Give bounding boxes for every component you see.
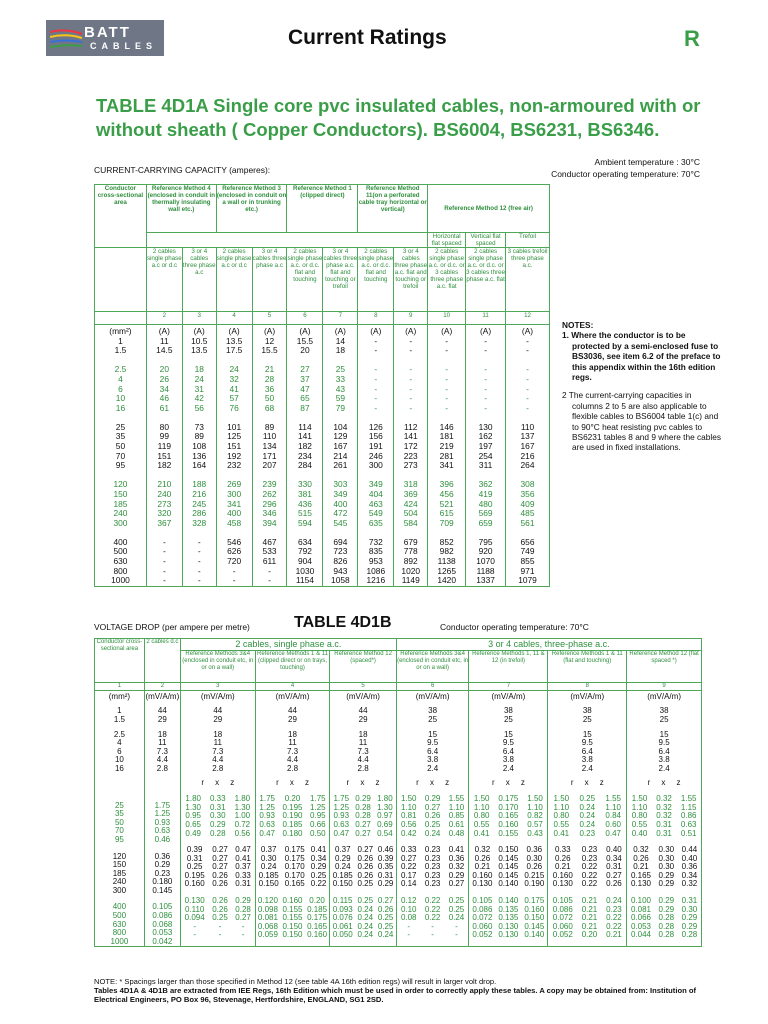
logo-word: BATT [84,24,131,41]
cell-group: 146 181 219 281 341 [439,421,454,471]
rxz-group [627,846,701,889]
table-column [469,690,548,947]
table-column [506,325,550,587]
table-column [144,690,180,947]
header-conductor: Conductor cross-sectional area [95,185,147,248]
cell-group: 2.5 4 6 10 16 [114,364,127,413]
cell-group: 0.21 0.21 0.21 0.21 0.20 [581,896,598,940]
sub-col-4: 2 cables single phase a.c or d.c [216,248,252,312]
cell-group: 2.5 4 6 10 16 [113,729,125,773]
b-col-number: 9 [627,683,702,691]
notes-title: NOTES: [562,320,594,330]
rxz-group [548,795,626,838]
cell-group: 0.41 0.36 0.32 0.29 0.27 [448,845,465,889]
b-col-number: 8 [548,683,627,691]
table-column [396,690,469,947]
cell-group: 0.120 0.098 0.081 0.068 0.059 [257,896,278,940]
header-method-11: Reference Method 11(on a perforated cable tray horizontal or vertical) [358,185,428,233]
cell-group: 1.55 1.10 0.85 0.61 0.48 [448,794,465,838]
cell-group: - - - - - [162,536,166,586]
b-header-dc: 2 cables d.c [144,639,180,683]
rxz-group [181,846,255,889]
col-number: 6 [287,312,323,325]
cell-group: 0.39 0.31 0.25 0.195 0.160 [184,845,205,889]
cell-group: 20 26 34 46 61 [159,364,169,413]
cell-group: 120 150 185 240 300 [113,479,128,528]
cell-group: 18 11 7.3 4.4 2.8 [212,729,224,773]
unit-label: (mV/A/m) [275,691,310,701]
cell-group: 0.100 0.081 0.066 0.053 0.044 [630,896,651,940]
rxz-group [397,846,469,889]
header-vertical-flat: Vertical flat spaced [466,233,506,248]
cell-group: 330 381 436 515 594 [297,479,312,528]
rxz-group [330,897,395,940]
b-header-m111-single: Reference Methods 1 & 11 (clipped direct or on trays, touching) [255,651,330,683]
unit-label: (mV/A/m) [647,691,681,701]
cell-group: (A) 14 18 [334,326,346,356]
cell-group: 101 125 151 192 232 [227,421,242,471]
cell-group: 25 33 43 59 79 [335,364,346,413]
company-logo [46,20,164,56]
cell-group: 0.25 0.24 0.24 0.24 0.24 [357,896,374,940]
cell-group: 400 500 630 800 1000 [111,536,130,586]
table-column [358,325,394,587]
cell-group: (A) - - [405,326,417,356]
cell-group: 0.33 0.26 0.21 0.160 0.130 [552,845,573,889]
rxz-header: r x z [416,777,450,787]
b-header-single-phase: 2 cables, single phase a.c. [180,639,396,651]
sub-col-9: 3 or 4 cables three phase a.c. flat and touching or trefoil [394,248,428,312]
cell-group: 308 356 409 485 561 [520,479,535,528]
cell-group: (A) - - [441,326,453,356]
cell-group: 362 419 480 569 659 [478,479,493,528]
col-number: 7 [323,312,358,325]
notes [562,320,722,453]
col-number: 3 [182,312,216,325]
cell-group: 0.105 0.086 0.072 0.060 0.052 [472,896,493,940]
cell-group: 0.29 0.28 0.28 0.27 0.27 [355,794,371,838]
cell-group: 318 369 424 504 584 [403,479,418,528]
rxz-header: r x z [276,777,309,787]
cell-group: 188 216 245 286 328 [192,479,207,528]
table-column [627,690,702,947]
sub-col-2: 2 cables single phase a.c or d.c [146,248,182,312]
table-column [146,325,182,587]
cell-group: 0.25 0.25 0.24 - - [448,896,465,940]
cell-group: 0.32 0.26 0.21 0.165 0.130 [630,845,651,889]
b-header-trefoil: Reference Methods 1, 11 & 12 (in trefoil) [469,651,548,683]
rxz-group [330,846,395,889]
rxz-header: r x z [346,777,380,787]
cell-group: 546 626 720 - - [227,536,242,586]
note-2: 2 The current-carrying capacities in columns 2 to 5 are also applicable to flexible cables to BS6004 table 1(c) and to 90°C heat resisting pvc cables to BS6231 tables 8 and 9 where the cables are used in fixed installations. [562,390,721,453]
sub-col-12: 3 cables trefoil three phase a.c. [506,248,550,312]
table-column [216,325,252,587]
section-letter: R [684,26,700,51]
cell-group: 0.140 0.135 0.135 0.130 0.130 [498,896,519,940]
cell-group: 0.33 0.31 0.30 0.29 0.28 [209,794,226,838]
cell-group: 1.80 1.30 0.97 0.69 0.54 [377,794,393,838]
cell-group: 1.50 1.10 0.80 0.55 0.40 [631,794,648,838]
table-column [255,690,330,947]
cell-group: 1.55 1.10 0.84 0.60 0.47 [605,794,621,838]
table-column [428,325,466,587]
table-column [323,325,358,587]
sub-col-3: 3 or 4 cables three phase a.c [182,248,216,312]
capacity-label: CURRENT-CARRYING CAPACITY (amperes): [94,165,271,175]
rxz-header: r x z [570,777,604,787]
cell-group: (A) - - [480,326,492,356]
cell-group: 0.27 0.26 0.26 0.26 0.25 [357,845,374,889]
cell-group: 0.32 0.32 0.32 0.31 0.31 [656,794,672,838]
logo-sub: CABLES [90,41,158,51]
cell-group: 634 792 904 1030 1154 [295,536,315,586]
col-number: 9 [394,312,428,325]
cell-group: 1.80 1.30 1.00 0.72 0.56 [234,794,251,838]
cell-group: 239 262 296 346 394 [262,479,277,528]
cell-group: (A) - - [370,326,382,356]
table-column [548,690,627,947]
cell-group: 15 9.5 6.4 3.8 2.4 [658,729,670,773]
unit-label: (mV/A/m) [415,691,450,701]
cell-group: 0.27 0.27 0.27 0.26 0.26 [212,845,228,889]
cell-group: 1.75 1.25 0.93 0.63 0.46 [154,800,171,844]
cell-group: 0.32 0.26 0.21 0.160 0.130 [472,845,493,889]
cell-group: 18 24 31 42 56 [194,364,204,413]
cell-group: 0.175 0.170 0.165 0.160 0.155 [498,794,519,838]
cell-group: 1.50 1.10 0.82 0.57 0.43 [527,794,543,838]
cell-group: 44 29 [288,706,297,724]
cell-group: 0.44 0.40 0.36 0.34 0.32 [681,845,698,889]
cell-group: 25 35 50 70 95 [114,800,124,844]
header-horizontal-flat: Horizontal flat spaced [428,233,466,248]
cell-group: 0.105 0.086 0.068 0.053 0.042 [152,902,173,946]
col-number: 5 [252,312,287,325]
table-4d1b-title: TABLE 4D1B [294,614,392,631]
b-header-m12-single: Reference Method 12 (spaced*) [330,651,396,683]
cell-group: 0.130 0.110 0.094 - - [184,896,205,940]
header-method-3: Reference Method 3 (enclosed in conduit on a wall or in trunking etc.) [216,185,287,233]
b-col-number: 2 [144,683,180,691]
cell-group: 0.25 0.24 0.24 0.24 0.23 [579,794,596,838]
unit-label: (mV/A/m) [346,691,380,701]
table-4d1b [94,638,702,947]
page-title: Current Ratings [288,26,447,49]
sub-col-11: 2 cables single phase a.c. or d.c. or 3 cables three phase a.c. flat [466,248,506,312]
cell-group: 0.23 0.23 0.23 0.23 0.23 [424,845,441,889]
cell-group: 73 89 108 136 164 [192,421,207,471]
cell-group: 112 141 172 223 273 [403,421,418,471]
b-col-number: 6 [396,683,469,691]
table-4d1b-temp: Conductor operating temperature: 70°C [440,622,589,632]
cell-group: 0.12 0.10 0.08 - - [400,896,417,940]
table-column [394,325,428,587]
rxz-group [627,795,701,838]
cell-group: 114 141 182 234 284 [297,421,312,471]
cell-group: 694 723 826 943 1058 [331,536,350,586]
b-header-m34-single: Reference Methods 3&4 (enclosed in conduit etc, in or on a wall) [180,651,255,683]
cell-group: - - - - - [484,364,487,413]
table-column [180,690,255,947]
cell-group: 0.105 0.086 0.072 0.060 0.052 [552,896,573,940]
col-number: 12 [506,312,550,325]
cell-group: 1.75 1.25 0.93 0.63 0.47 [333,794,350,838]
rxz-group [256,897,330,940]
ambient-temp: Ambient temperature : 30°C [594,157,700,167]
cell-group: - - - - - [374,364,378,413]
cell-group: 80 99 119 151 182 [157,421,172,471]
cell-group: (A) - - [521,326,534,356]
rxz-header: r x z [491,777,525,787]
cell-group: 38 25 [659,706,669,724]
cell-group: 1.75 1.25 0.95 0.66 0.50 [310,794,326,838]
table-column [95,690,145,947]
cell-group: (A) 15.5 20 [296,326,314,356]
sub-col-7: 3 or 4 cables three phase a.c. flat and touching or trefoil [323,248,358,312]
cell-group: 18 11 7.3 4.4 2.8 [286,729,299,773]
cell-group: - - - - - [409,364,413,413]
cell-group: 1.80 1.30 0.95 0.65 0.49 [185,794,201,838]
cell-group: 89 110 134 171 207 [262,421,277,471]
rxz-group [548,897,626,940]
cell-group: 110 137 167 216 264 [520,421,535,471]
footnote-source: Tables 4D1A & 4D1B are extracted from IEE Regs, 16th Edition which must be used in order to correctly apply these tables. A copy may be obtained from: Institution of Electrical Engineers, PO Box 96, Stevenage, Hertfordshire, ENGLAND, SG1 2SD. [94,986,697,1005]
cell-group: 44 29 [213,706,223,724]
cell-group: 1.50 1.10 0.81 0.56 0.42 [400,794,417,838]
b-col-number: 3 [180,683,255,691]
unit-label: (mV/A/m) [200,691,235,701]
cell-group: 269 300 341 400 458 [227,479,242,528]
cell-group: 44 29 [358,706,368,724]
cell-group: 0.40 0.34 0.31 0.27 0.26 [606,845,622,889]
col-number: 4 [216,312,252,325]
cell-group: 120 150 185 240 300 [112,851,127,895]
cell-group: 0.24 0.23 0.22 0.22 0.21 [606,896,622,940]
rxz-header: r x z [201,777,235,787]
cell-group: 38 25 [503,706,513,724]
cell-group: 0.30 0.30 0.30 0.29 0.29 [658,845,675,889]
unit-label: (mm²) [108,691,131,701]
table-column [287,325,323,587]
unit-label: (mV/A/m) [145,691,180,701]
cell-group: 0.29 0.29 0.28 0.28 0.28 [658,896,675,940]
b-header-flat-touching: Reference Methods 1 & 11 (flat and touching) [548,651,627,683]
cell-group: 0.175 0.175 0.170 0.170 0.165 [284,845,305,889]
b-header-flat-spaced: Reference Method 12 (flat spaced *) [627,651,702,683]
cell-group: 0.36 0.30 0.26 0.215 0.190 [524,845,545,889]
sub-col-8: 2 cables single phase a.c. or d.c. flat and touching [358,248,394,312]
rxz-group [256,846,330,889]
sub-col-10: 2 cables single phase a.c. or d.c. or 3 cables three phase a.c. flat [428,248,466,312]
cell-group: 0.33 0.27 0.22 0.17 0.14 [400,845,417,889]
header-method-4: Reference Method 4 (enclosed in conduit in thermally insulating wall etc.) [146,185,216,233]
rxz-group [397,897,469,940]
cell-group: 15 9.5 6.4 3.8 2.4 [581,729,593,773]
header-trefoil: Trefoil [506,233,550,248]
note-1: 1. Where the conductor is to be protected by a semi-enclosed fuse to BS3036, see item 6.2 of the preface to this appendix within the 16th edition regs. [562,330,721,383]
b-header-m34-three: Reference Methods 3&4 (enclosed in conduit etc, in or on a wall) [396,651,469,683]
cell-group: 27 37 47 65 87 [300,364,310,413]
b-col-number: 5 [330,683,396,691]
cell-group: 0.27 0.26 0.25 0.25 0.24 [377,896,394,940]
header-method-12: Reference Method 12 (free air) [428,185,550,233]
cell-group: 0.160 0.155 0.155 0.150 0.150 [282,896,303,940]
cell-group: 18 11 7.3 4.4 2.8 [156,729,168,773]
cell-group: (A) 12 15.5 [261,326,278,356]
rxz-group [397,795,469,838]
rxz-group [181,897,255,940]
cell-group: 18 11 7.3 4.4 2.8 [357,729,369,773]
cell-group: 0.26 0.26 0.25 - - [212,896,228,940]
cell-group: 0.175 0.160 0.150 0.145 0.140 [524,896,545,940]
b-col-number: 1 [95,683,145,691]
cell-group: 38 25 [582,706,592,724]
cell-group: - - - - - [526,364,529,413]
cell-group: 210 240 273 320 367 [157,479,172,528]
cell-group: 0.36 0.29 0.23 0.180 0.145 [152,851,173,895]
cell-group: 0.29 0.28 0.27 - - [235,896,251,940]
table-4d1a [94,184,550,587]
cell-group: 38 25 [428,706,438,724]
cell-group: 0.22 0.22 0.22 - - [424,896,441,940]
sub-col-5: 3 or 4 cables three phase a.c [252,248,287,312]
col-number: 2 [146,312,182,325]
cell-group: 1.75 1.25 0.93 0.63 0.47 [259,794,275,838]
cell-group: 44 29 [157,706,167,724]
table-column [330,690,396,947]
b-header-conductor: Conductor cross-sectional area [95,639,145,683]
cell-group: - - - - - [197,536,201,586]
col-number: 11 [466,312,506,325]
footnote [94,977,714,1005]
cell-group: 0.150 0.145 0.145 0.145 0.140 [498,845,519,889]
cell-group: 15 9.5 6.4 3.8 2.4 [502,729,514,773]
rxz-group [469,795,547,838]
unit-label: (mV/A/m) [491,691,526,701]
cell-group: 126 156 191 246 300 [368,421,383,471]
cell-group: 0.23 0.23 0.22 0.22 0.22 [581,845,598,889]
rxz-header: r x z [647,777,681,787]
rxz-group [330,795,395,838]
cell-group: (A) 10.5 13.5 [191,326,208,356]
cell-group: 303 349 400 472 545 [333,479,348,528]
cell-group: (mm²) 1 1.5 [109,326,132,356]
b-header-three-phase: 3 or 4 cables, three-phase a.c. [396,639,701,651]
cell-group: 1.50 1.10 0.80 0.55 0.41 [473,794,490,838]
cell-group: 1 1.5 [113,706,125,724]
table-column [252,325,287,587]
cell-group: 0.20 0.185 0.175 0.165 0.160 [307,896,328,940]
cell-group: 0.46 0.39 0.35 0.31 0.29 [377,845,394,889]
header-method-1: Reference Method 1 (clipped direct) [287,185,358,233]
rxz-group [548,846,626,889]
rxz-group [469,897,547,940]
cell-group: (A) 11 14.5 [156,326,173,356]
cell-group: 130 162 197 254 311 [478,421,493,471]
rxz-group [256,795,330,838]
cell-group: - - - - - [445,364,449,413]
rxz-group [181,795,255,838]
cell-group: 24 32 41 57 76 [229,364,239,413]
cell-group: 349 404 463 549 635 [368,479,383,528]
cell-group: 467 533 611 - - [262,536,277,586]
cell-group: 0.37 0.29 0.24 0.185 0.150 [332,845,353,889]
cell-group: 0.29 0.27 0.26 0.25 0.24 [424,794,441,838]
cell-group: 656 749 855 971 1079 [518,536,537,586]
cell-group: 396 456 521 615 709 [439,479,454,528]
cell-group: 21 28 36 50 68 [264,364,275,413]
cell-group: 732 835 953 1086 1216 [366,536,386,586]
cell-group: 400 500 630 800 1000 [110,902,129,946]
cell-group: 104 129 167 214 261 [333,421,348,471]
cell-group: 25 35 50 70 95 [115,421,126,471]
cell-group: 0.31 0.30 0.29 0.29 0.28 [681,896,698,940]
cable-strands-icon [50,26,82,50]
b-col-number: 4 [255,683,330,691]
cell-group: 0.41 0.34 0.29 0.25 0.22 [310,845,327,889]
rxz-group [627,897,701,940]
rxz-group [469,846,547,889]
sub-col-6: 2 cables single phase a.c. or d.c. flat and touching [287,248,323,312]
table-column [466,325,506,587]
cell-group: (A) 13.5 17.5 [225,326,243,356]
conductor-temp: Conductor operating temperature: 70°C [551,169,700,179]
unit-label: (mV/A/m) [570,691,605,701]
cell-group: 679 778 892 1020 1149 [401,536,421,586]
b-col-number: 7 [469,683,548,691]
cell-group: 0.47 0.41 0.37 0.33 0.31 [235,845,251,889]
col-number: 8 [358,312,394,325]
cell-group: 795 920 1070 1188 1337 [476,536,495,586]
voltage-drop-label: VOLTAGE DROP (per ampere per metre) [94,622,250,632]
footnote-spacing: NOTE: * Spacings larger than those specified in Method 12 (see table 4A 16th edition regs) will result in larger volt drop. [94,977,497,986]
cell-group: 0.115 0.093 0.076 0.061 0.050 [332,896,353,940]
cell-group: 1.55 1.15 0.86 0.63 0.51 [680,794,697,838]
cell-group: 0.20 0.195 0.190 0.185 0.180 [282,794,303,838]
table-column [182,325,216,587]
cell-group: 15 9.5 6.4 3.8 2.4 [427,729,439,773]
cell-group: 852 982 1138 1265 1420 [437,536,456,586]
table-column [95,325,147,587]
cell-group: 0.37 0.30 0.24 0.185 0.150 [258,845,279,889]
cell-group: 1.50 1.10 0.80 0.55 0.41 [553,794,570,838]
table-4d1a-title: TABLE 4D1A Single core pvc insulated cables, non-armoured with or without sheath ( Copper Conductors). BS6004, BS6231, BS6346. [96,95,701,140]
col-number: 10 [428,312,466,325]
